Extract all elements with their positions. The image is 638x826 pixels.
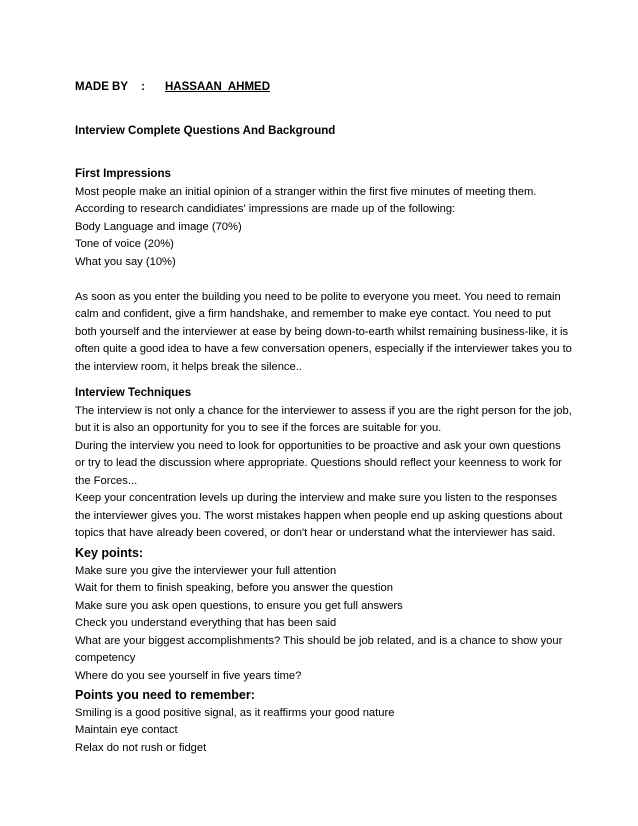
made-by-colon: :: [141, 81, 145, 93]
text-line: but it is also an opportunity for you to see if the forces are suitable for you.: [75, 422, 442, 434]
text-line: During the interview you need to look for opportunities to be proactive and ask your own questions: [75, 439, 561, 452]
section-heading: Key points:: [75, 546, 144, 560]
section-points-to-remember: [75, 687, 575, 757]
text-line: the interview room, it helps break the silence..: [75, 360, 302, 373]
section-key-points: [75, 545, 575, 685]
text-line: Smiling is a good positive signal, as it reaffirms your good nature: [75, 706, 395, 719]
section-interview-techniques: [75, 385, 575, 543]
text-line: What you say (10%): [75, 255, 176, 268]
text-line: Relax do not rush or fidget: [75, 741, 207, 754]
text-line: Tone of voice (20%): [75, 238, 174, 250]
section-heading: Points you need to remember:: [75, 688, 255, 702]
text-line: or try to lead the discussion where appropriate. Questions should reflect your keenness to work for: [75, 457, 562, 469]
text-line: Check you understand everything that has been said: [75, 617, 337, 629]
text-line: What are your biggest accomplishments? This should be job related, and is a chance to show your: [75, 634, 563, 647]
section-first-impressions: [75, 166, 575, 376]
text-line: the interviewer gives you. The worst mistakes happen when people end up asking questions about: [75, 509, 563, 522]
text-line: calm and confident, give a firm handshake, and remember to make eye contact. You need to put: [75, 308, 551, 320]
section-heading: Interview Techniques: [75, 387, 192, 399]
made-by-label: MADE BY: [75, 81, 129, 93]
made-by-line: [75, 80, 270, 94]
text-line: the Forces...: [75, 474, 138, 487]
text-line: Most people make an initial opinion of a stranger within the first five minutes of meeting them.: [75, 185, 537, 198]
text-line: topics that have already been covered, or don't hear or understand what the interviewer has said.: [75, 527, 556, 539]
text-line: Where do you see yourself in five years time?: [75, 669, 302, 682]
text-line: Body Language and image (70%): [75, 220, 242, 233]
text-line: According to research candidiates' impressions are made up of the following:: [75, 203, 456, 215]
text-line: Make sure you ask open questions, to ensure you get full answers: [75, 599, 403, 612]
document-title: Interview Complete Questions And Background: [75, 125, 336, 137]
text-line: competency: [75, 652, 136, 664]
author-name: HASSAAN AHMED: [165, 81, 270, 93]
text-line: Maintain eye contact: [75, 724, 178, 736]
text-line: Make sure you give the interviewer your full attention: [75, 564, 337, 577]
text-line: The interview is not only a chance for the interviewer to assess if you are the right person for the job,: [75, 404, 572, 417]
section-heading: First Impressions: [75, 168, 171, 180]
text-line: often quite a good idea to have a few conversation openers, especially if the interviewer takes you to: [75, 343, 572, 355]
text-line: As soon as you enter the building you need to be polite to everyone you meet. You need to remain: [75, 290, 561, 303]
text-line: Wait for them to finish speaking, before you answer the question: [75, 582, 393, 594]
text-line: Keep your concentration levels up during the interview and make sure you listen to the responses: [75, 492, 557, 504]
paragraph-gap: [75, 271, 575, 289]
text-line: both yourself and the interviewer at ease by being down-to-earth whilst remaining business-like, it is: [75, 325, 569, 338]
